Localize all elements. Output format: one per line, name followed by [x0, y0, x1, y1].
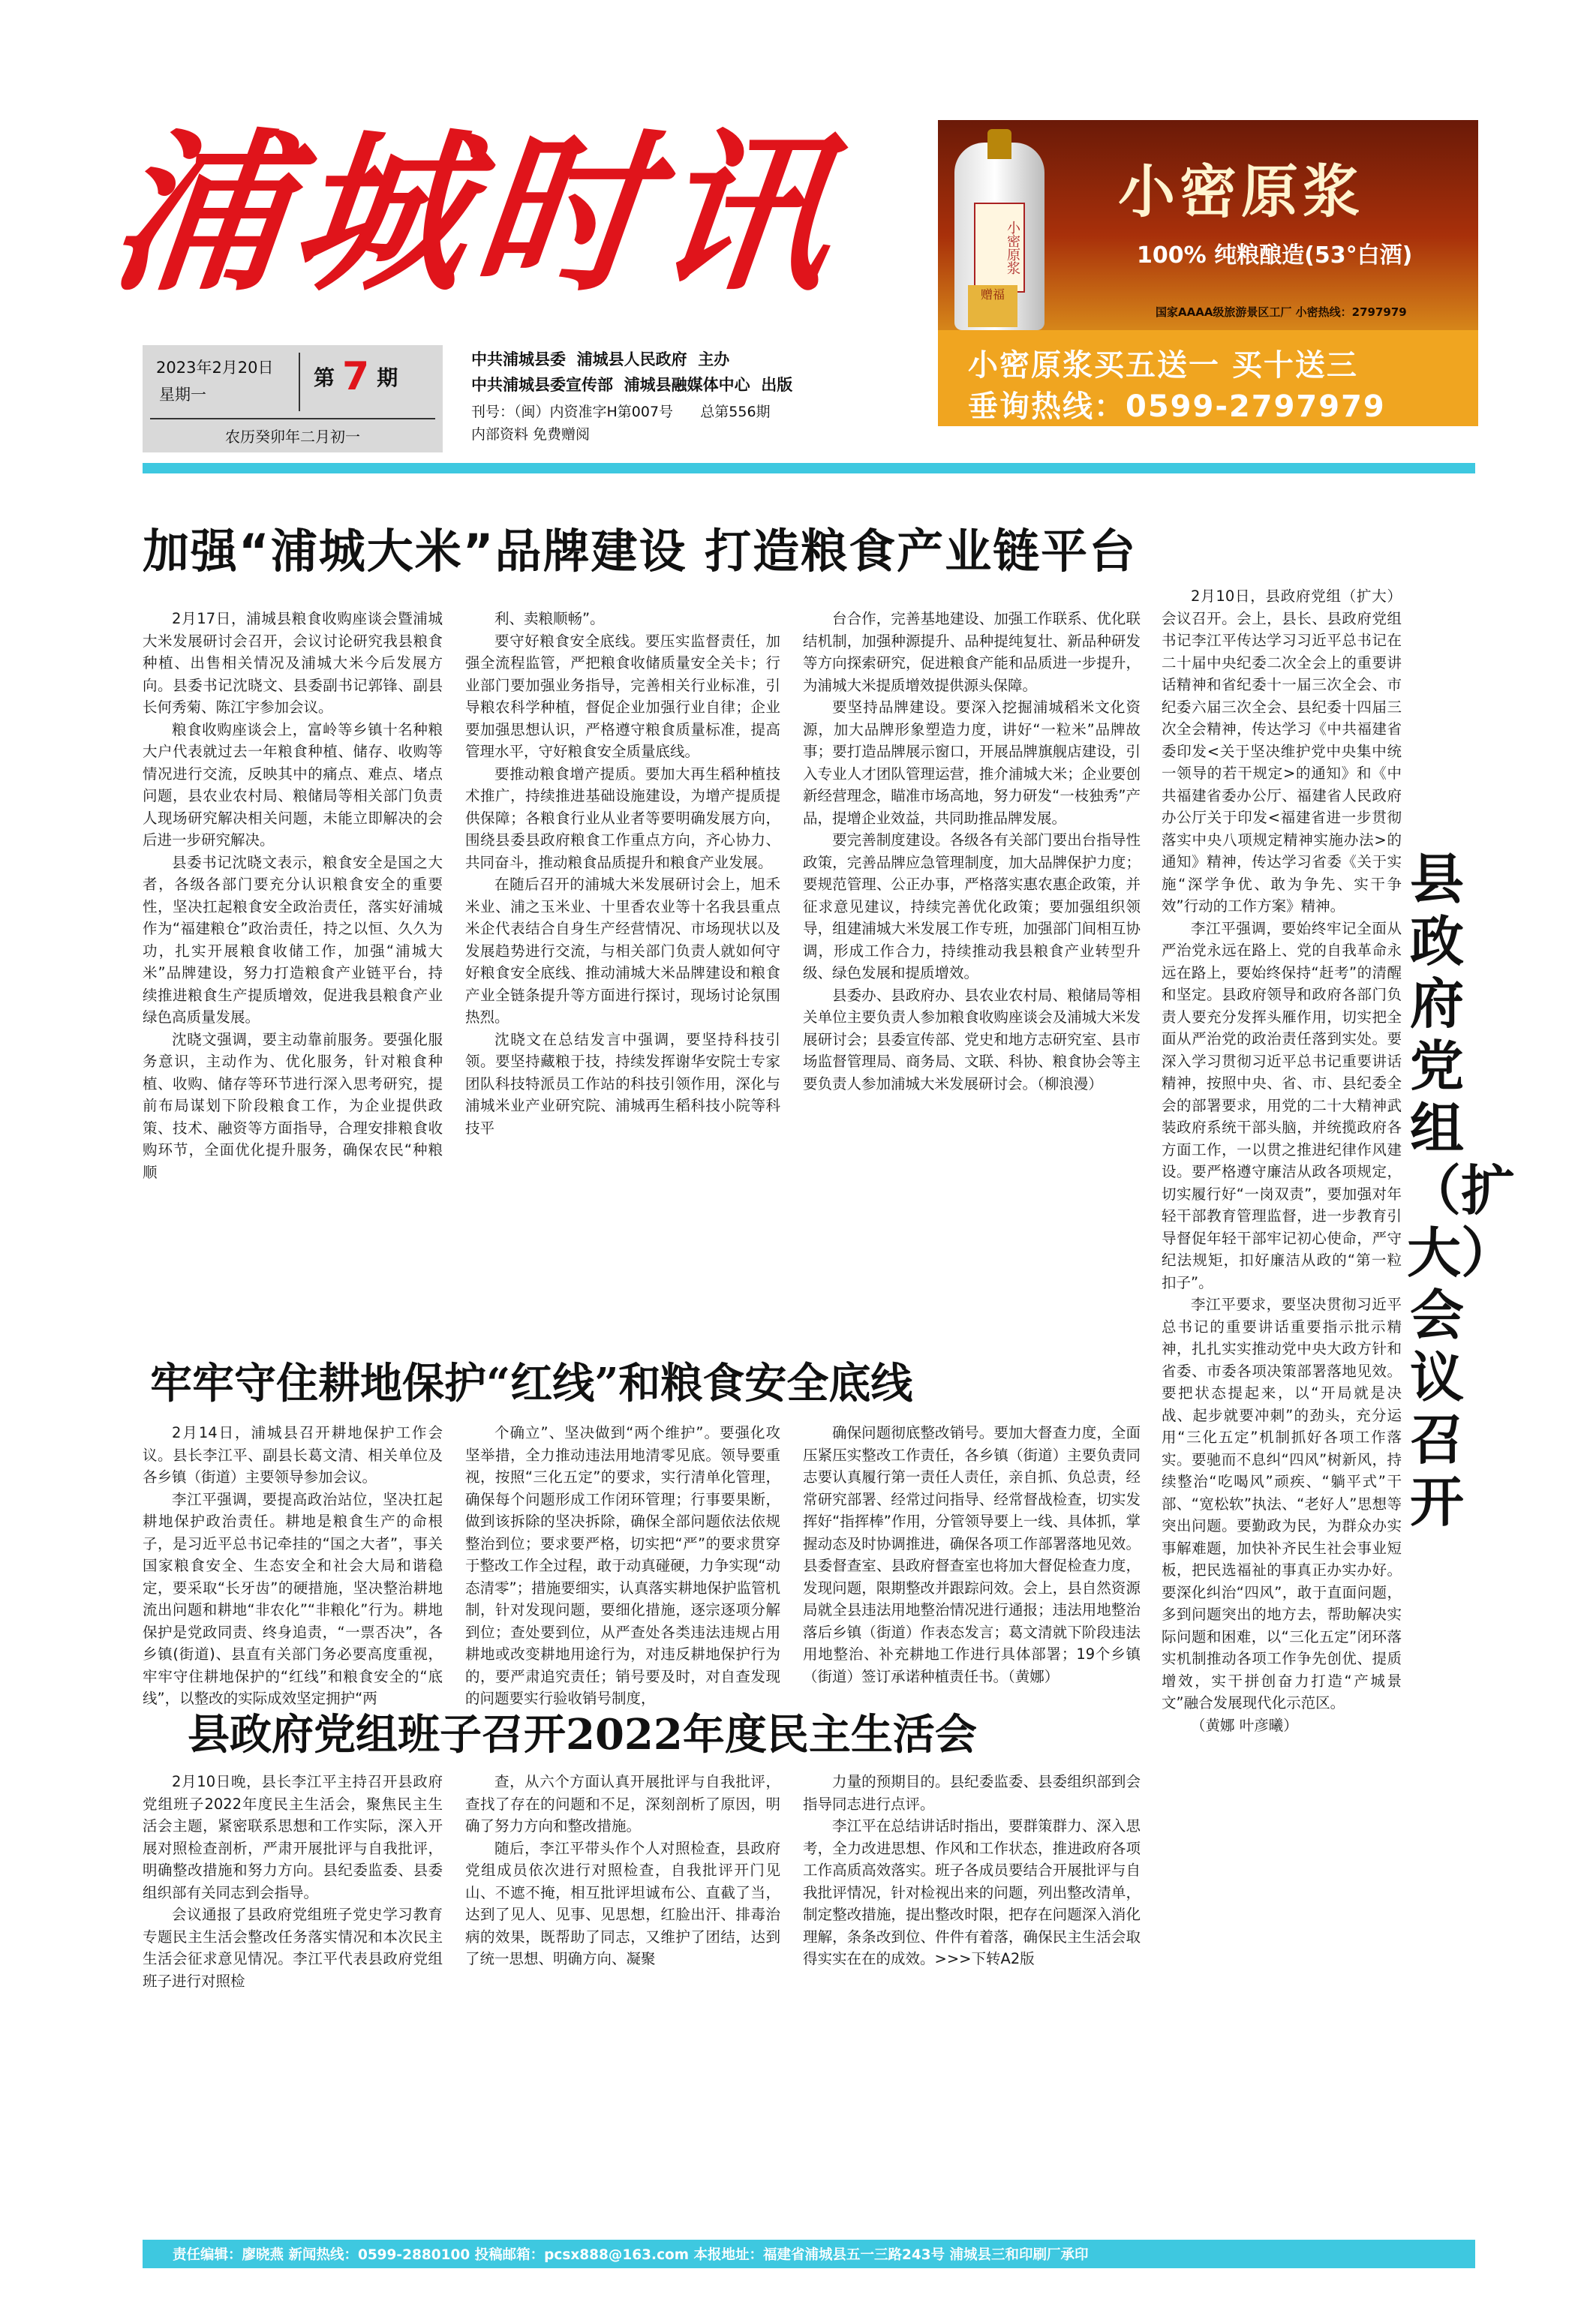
- article2-headline[interactable]: 牢牢守住耕地保护“红线”和粮食安全底线: [150, 1359, 913, 1408]
- paragraph: 台合作，完善基地建设、加强工作联系、优化联结机制，加强种源提升、品种提纯复壮、新品种研发等方向探索研究，促进粮食产能和品质进一步提升，为浦城大米提质增效提供源头保障。: [803, 610, 1141, 694]
- paragraph: 粮食收购座谈会上，富岭等乡镇十名种粮大户代表就过去一年粮食种植、储存、收购等情况进行交流，反映其中的痛点、难点、堵点问题，县农业农村局、粮储局等相关部门负责人现场研究解决相关问题，未能立即解决的会后进一步研究解决。: [143, 720, 443, 849]
- liquor-advertisement[interactable]: [938, 120, 1478, 426]
- paragraph: 李江平强调，要始终牢记全面从严治党永远在路上、党的自我革命永远在路上，要始终保持“赶考”的清醒和坚定。县政府领导和政府各部门负责人要充分发挥头雁作用，切实把全面从严治党的政治责任落到实处。要深入学习贯彻习近平总书记重要讲话精神，按照中央、省、市、县纪委全会的部署要求，用党的二十大精神武装政府系统干部头脑，并统揽政府各方面工作，一以贯之推进纪律作风建设。要严格遵守廉洁从政各项规定，切实履行好“一岗双责”，要加强对年轻干部教育管理监督，进一步教育引导督促年轻干部牢记初心使命，严守纪法规矩，扣好廉洁从政的“第一粒扣子”。: [1162, 919, 1402, 1291]
- issue-date: 2023年2月20日: [156, 359, 274, 377]
- paragraph: 力量的预期目的。县纪委监委、县委组织部到会指导同志进行点评。: [803, 1773, 1141, 1813]
- issue-weekday: 星期一: [159, 386, 206, 404]
- paragraph: 李江平强调，要提高政治站位，坚决扛起耕地保护政治责任。耕地是粮食生产的命根子，是习近平总书记牵挂的“国之大者”，事关国家粮食安全、生态安全和社会大局和谐稳定，要采取“长牙齿”的硬措施，坚决整治耕地流出问题和耕地“非农化”“非粮化”行为。耕地保护是党政同责、终身追责，“一票否决”，各乡镇(街道)、县直有关部门务必要高度重视，牢牢守住耕地保护的“红线”和粮食安全的“底线”，以整改的实际成效坚定拥护“两: [143, 1490, 443, 1707]
- issue-number-line: [314, 354, 398, 399]
- paragraph: 利、卖粮顺畅”。: [494, 610, 605, 627]
- article1-column-1: [143, 608, 443, 1336]
- bottle-cap-icon: [987, 129, 1011, 159]
- ad-brand: 小密原浆: [1118, 158, 1364, 225]
- article3-headline[interactable]: 县政府党组班子召开2022年度民主生活会: [188, 1710, 977, 1760]
- paragraph: 查，从六个方面认真开展批评与自我批评，查找了存在的问题和不足，深刻剖析了原因，明确了努力方向和整改措施。: [465, 1773, 780, 1835]
- masthead-title: 浦城时讯: [101, 113, 850, 315]
- paragraph: 要推动粮食增产提质。要加大再生稻种植技术推广，持续推进基础设施建设，为增产提质提供保障；各粮食行业从业者等要明确发展方向，围绕县委县政府粮食工作重点方向，齐心协力、共同奋斗，推动粮食品质提升和粮食产业发展。: [465, 765, 780, 871]
- article3-column-3: [803, 1771, 1141, 2213]
- publisher-lines: 中共浦城县委 浦城县人民政府 主办 中共浦城县委宣传部 浦城县融媒体中心 出版: [471, 350, 793, 394]
- lunar-date: 农历癸卯年二月初一: [225, 428, 360, 446]
- paragraph: 沈晓文强调，要主动靠前服务。要强化服务意识，主动作为、优化服务，针对粮食种植、收购、储存等环节进行深入思考研究，提前布局谋划下阶段粮食工作，为企业提供政策、技术、融资等方面指导，合理安排粮食收购环节，全面优化提升服务，确保农民“种粮顺: [143, 1030, 443, 1181]
- bottle-label: 小密原浆: [974, 203, 1025, 293]
- ad-small-line: 国家AAAA级旅游景区工厂 小密热线：2797979: [1156, 305, 1407, 319]
- paragraph: 会议通报了县政府党组班子党史学习教育专题民主生活会整改任务落实情况和本次民主生活会征求意见情况。李江平代表县政府党组班子进行对照检: [143, 1906, 443, 1990]
- paragraph: 在随后召开的浦城大米发展研讨会上，旭禾米业、浦之玉米业、十里香农业等十名我县重点米企代表结合自身生产经营情况、市场现状以及发展趋势进行交流，与相关部门负责人就如何守好粮食安全底线、推动浦城大米品牌建设和粮食产业全链条提升等方面进行探讨，现场讨论氛围热烈。: [465, 876, 780, 1026]
- paragraph: 个确立”、坚决做到“两个维护”。要强化攻坚举措，全力推动违法用地清零见底。领导要重视，按照“三化五定”的要求，实行清单化管理，确保每个问题形成工作闭环管理；行事要果断，做到该拆除的坚决拆除，确保全部问题依法依规整治到位；要求要严格，切实把“严”的要求贯穿于整改工作全过程，敢于动真碰硬，力争实现“动态清零”；措施要细实，认真落实耕地保护监管机制，针对发现问题，要细化措施，逐宗逐项分解到位；查处要到位，从严查处各类违法违规占用耕地或改变耕地用途行为，对违反耕地保护行为的，要严肃追究责任；销号要及时，对自查发现的问题要实行验收销号制度，: [465, 1424, 780, 1707]
- article1-headline[interactable]: 加强“浦城大米”品牌建设 打造粮食产业链平台: [143, 524, 1138, 579]
- ad-slogan: 100% 纯粮酿造(53°白酒): [1137, 242, 1413, 269]
- info-divider: [299, 353, 300, 411]
- article2-column-1: [143, 1422, 443, 1707]
- issue-suffix: 期: [377, 365, 398, 390]
- issue-prefix: 第: [314, 365, 335, 390]
- article2-column-3: [803, 1422, 1141, 1684]
- paragraph: 要坚持品牌建设。要深入挖掘浦城稻米文化资源，加大品牌形象塑造力度，讲好“一粒米”品牌故事；要打造品牌展示窗口，开展品牌旗舰店建设，引入专业人才团队管理运营，推介浦城大米；企业要创新经营理念，瞄准市场高地，努力研发“一枝独秀”产品，提增企业效益，共同助推品牌发展。: [803, 699, 1141, 827]
- paragraph: 要完善制度建设。各级各有关部门要出台指导性政策，完善品牌应急管理制度，加大品牌保护力度；要规范管理、公正办事，严格落实惠农惠企政策，并征求意见建议，持续完善优化政策；要加强组织领导，组建浦城大米发展工作专班，加强部门间相互协调，形成工作合力，持续推动我县粮食产业转型升级、绿色发展和提质增效。: [803, 831, 1141, 981]
- ad-hotline: 垂询热线：0599-2797979: [968, 389, 1386, 424]
- gift-box-label: 赠福: [968, 285, 1017, 327]
- paragraph: 2月10日，县政府党组（扩大）会议召开。会上，县长、县政府党组书记李江平传达学习习近平总书记在二十届中央纪委二次全会上的重要讲话精神和省纪委十一届三次全会、市纪委六届三次全会、县纪委十四届三次全会精神，传达学习《中共福建省委印发<关于坚决维护党中央集中统一领导的若干规定>的通知》和《中共福建省委办公厅、福建省人民政府办公厅关于印发<福建省进一步贯彻落实中央八项规定精神实施办法>的通知》精神，传达学习省委《关于实施“深学争优、敢为争先、实干争效”行动的工作方案》精神。: [1162, 588, 1402, 915]
- paragraph: 2月10日晚，县长李江平主持召开县政府党组班子2022年度民主生活会，聚焦民主生活会主题，紧密联系思想和工作实际，深入开展对照检查剖析，严肃开展批评与自我批评，明确整改措施和努力方向。县纪委监委、县委组织部有关同志到会指导。: [143, 1773, 443, 1901]
- issue-number: 7: [342, 354, 370, 399]
- info-rule: [150, 418, 435, 419]
- article4-body: [1162, 585, 1402, 2206]
- article2-column-2: [465, 1422, 780, 1707]
- article1-column-3: [803, 608, 1141, 1336]
- paragraph: 确保问题彻底整改销号。要加大督查力度，全面压紧压实整改工作责任，各乡镇（街道）主要负责同志要认真履行第一责任人责任，亲自抓、负总责，经常研究部署、经常过问指导、经常督战检查，切实发挥好“指挥棒”作用，分管领导要上一线、具体抓，掌握动态及时协调推进，确保各项工作部署落地见效。县委督查室、县政府督查室也将加大督促检查力度，发现问题，限期整改并跟踪问效。会上，县自然资源局就全县违法用地整治情况进行通报；违法用地整治落后乡镇（街道）作表态发言；葛文清就下阶段违法用地整治、补充耕地工作进行具体部署；19个乡镇（街道）签订承诺种植责任书。（黄娜）: [803, 1424, 1141, 1685]
- paragraph: 沈晓文在总结发言中强调，要坚持科技引领。要坚持藏粮于技，持续发挥谢华安院士专家团队科技特派员工作站的科技引领作用，深化与浦城米业产业研究院、浦城再生稻科技小院等科技平: [465, 1030, 780, 1137]
- paragraph: 随后，李江平带头作个人对照检查，县政府党组成员依次进行对照检查，自我批评开门见山、不遮不掩，相互批评坦诚布公、直截了当，达到了见人、见事、见思想，红脸出汗、排毒治病的效果，既帮助了同志，又维护了团结，达到了统一思想、明确方向、凝聚: [465, 1839, 780, 1967]
- paragraph: （黄娜 叶彦曦）: [1191, 1716, 1298, 1734]
- paragraph: 县委办、县政府办、县农业农村局、粮储局等相关单位主要负责人参加粮食收购座谈会及浦城大米发展研讨会；县委宣传部、党史和地方志研究室、县市场监督管理局、商务局、文联、科协、粮食协会等主要负责人参加浦城大米发展研讨会。（柳浪漫）: [803, 986, 1141, 1092]
- paragraph: 李江平要求，要坚决贯彻习近平总书记的重要讲话重要指示批示精神，扎扎实实推动党中央大政方针和省委、市委各项决策部署落地见效。要把状态提起来，以“开局就是决战、起步就要冲刺”的劲头，充分运用“三化五定”机制抓好各项工作落实。要驰而不息纠“四风”树新风，持续整治“吃喝风”顽疾、“躺平式”干部、“宽松软”执法、“老好人”思想等突出问题。要勤政为民，为群众办实事解难题，加快补齐民生社会事业短板，把民选福祉的事真正办实办好。要深化纠治“四风”，敢于直面问题，多到问题突出的地方去，帮助解决实际问题和困难，以“三化五定”闭环落实机制推动各项工作争先创优、提质增效，实干拼创奋力打造“产城景文”融合发展现代化示范区。: [1162, 1296, 1402, 1711]
- article1-column-2: [465, 608, 780, 1336]
- paragraph: 县委书记沈晓文表示，粮食安全是国之大者，各级各部门要充分认识粮食安全的重要性，坚决扛起粮食安全政治责任，落实好浦城作为“福建粮仓”政治责任，持之以恒、久久为功，扎实开展粮食收储工作，加强“浦城大米”品牌建设，努力打造粮食产业链平台，持续推进粮食生产提质增效，促进我县粮食产业绿色高质量发展。: [143, 853, 443, 1026]
- header-divider-bar: [143, 463, 1475, 473]
- paragraph: 李江平在总结讲话时指出，要群策群力、深入思考，全力改进思想、作风和工作状态，推进政府各项工作高质高效落实。班子各成员要结合开展批评与自我批评情况，针对检视出来的问题，列出整改清单，制定整改措施，提出整改时限，把存在问题深入消化理解，条条改到位、件件有着落，确保民主生活会取得实实在在的成效。>>>下转A2版: [803, 1817, 1141, 1967]
- footer-bar: [143, 2240, 1475, 2268]
- paragraph: 2月14日，浦城县召开耕地保护工作会议。县长李江平、副县长葛文清、相关单位及各乡镇（街道）主要领导参加会议。: [143, 1424, 443, 1486]
- publication-meta: 刊号：（闽）内资准字H第007号 总第556期 内部资料 免费赠阅: [471, 404, 771, 443]
- paragraph: 2月17日，浦城县粮食收购座谈会暨浦城大米发展研讨会召开，会议讨论研究我县粮食种植、出售相关情况及浦城大米今后发展方向。县委书记沈晓文、县委副书记郭锋、副县长何秀菊、陈江宇参加会议。: [143, 610, 443, 716]
- article4-vertical-title[interactable]: 县政府党组（扩大）会议召开: [1407, 847, 1516, 1534]
- article3-column-1: [143, 1771, 443, 2213]
- article3-column-2: [465, 1771, 780, 2213]
- footer-text: 责任编辑：廖晓燕 新闻热线：0599-2880100 投稿邮箱：pcsx888@163.com 本报地址：福建省浦城县五一三路243号 浦城县三和印刷厂承印: [173, 2247, 1089, 2263]
- paragraph: 要守好粮食安全底线。要压实监督责任，加强全流程监管，严把粮食收储质量安全关卡；行业部门要加强业务指导，完善相关行业标准，引导粮农科学种植，督促企业加强行业自律；企业要加强思想认识，严格遵守粮食质量标准，提高管理水平，守好粮食安全质量底线。: [465, 632, 780, 760]
- ad-promo: 小密原浆买五送一 买十送三: [968, 348, 1358, 383]
- issue-info-box: [143, 345, 443, 452]
